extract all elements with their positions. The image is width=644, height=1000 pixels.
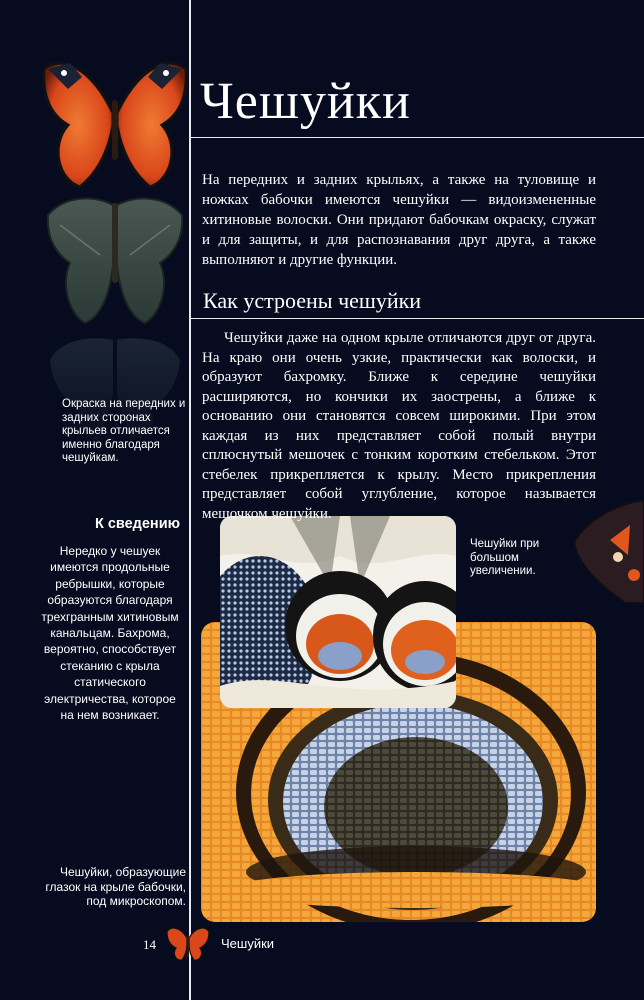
butterfly-top [44,63,187,187]
sidebar-text: Нередко у чешуек имеются продольные ребрышки, которые образуются благодаря трехгранным хитиновым канальцам. Бахрома, вероятно, способствует стеканию с крыла статического электричества, которое на нем возникает. [41,544,179,723]
caption-eyespot: Чешуйки, образующие глазок на крыле бабочки, под микроскопом. [45,865,186,908]
caption-magnified: Чешуйки при большом увеличении. [470,538,540,578]
caption-butterfly-sides: Окраска на передних и задних сторонах крыльев отличается именно благодаря чешуйкам. [62,398,186,465]
butterfly-photos [40,55,190,440]
running-title: Чешуйки [221,936,275,951]
page-title: Чешуйки [200,73,411,130]
section-subtitle: Как устроены чешуйки [203,288,422,313]
butterfly-middle [48,198,182,323]
sidebar-heading: К сведению [94,516,180,532]
body-paragraph: Чешуйки даже на одном крыле отличаются друг от друга. На краю они очень узкие, практически как волоски, и образуют бахромку. Ближе к середине чешуйки расширяются, но кончики их заострены, а ближе к основанию они становятся совсем широкими. При этом каждая из них представляет собой полый внутри сплюснутый мешочек с тонким коротким стебельком. Этот стебелек прикрепляется к крылу. Место прикрепления представляет собой углубление, которое называется мешочком чешуйки. [202,330,596,522]
page-number: 14 [143,937,156,952]
scale-photo [220,516,456,708]
subtitle-rule [189,318,644,319]
intro-paragraph: На передних и задних крыльях, а также на туловище и ножках бабочки имеются чешуйки — видоизмененные хитиновые волоски. Они придают бабочкам окраску, служат и для защиты, и для распознавания друг друга, а также выполняют и другие функции. [202,172,596,268]
butterfly-icon [166,926,210,962]
title-rule [189,137,644,138]
